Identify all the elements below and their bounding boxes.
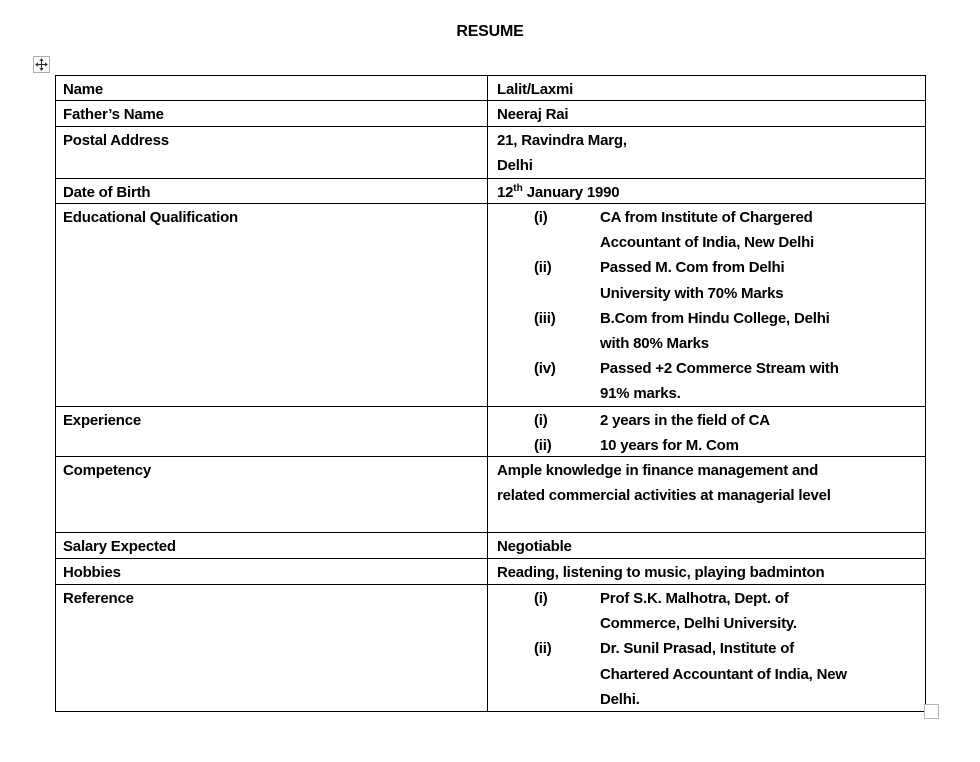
table-row — [56, 127, 925, 179]
list-item — [497, 586, 917, 636]
list-item-number: (i) — [534, 412, 548, 429]
list-item-text — [600, 408, 917, 433]
row-value — [488, 204, 925, 406]
text-line: B.Com from Hindu College, Delhi — [600, 309, 830, 327]
table-row — [56, 179, 925, 204]
list-item-number: (i) — [534, 590, 548, 607]
text-line: Negotiable — [497, 538, 572, 555]
table-row — [56, 585, 925, 711]
text-line: Passed +2 Commerce Stream with — [600, 360, 839, 378]
row-value — [488, 407, 925, 456]
list-item-number: (ii) — [534, 437, 552, 455]
text-line: Lalit/Laxmi — [497, 81, 574, 98]
row-label: Salary Expected — [56, 533, 488, 558]
table-row — [56, 101, 925, 127]
list-item-number: (ii) — [534, 640, 552, 658]
list-item-number: (ii) — [534, 259, 552, 277]
text-line: Prof S.K. Malhotra, Dept. of — [600, 590, 789, 607]
move-icon — [35, 58, 48, 71]
text-line: University with 70% Marks — [600, 284, 784, 302]
list-item-text — [600, 433, 917, 458]
list-item-text — [600, 636, 917, 712]
text-line: with 80% Marks — [600, 335, 709, 353]
date-day: 12 — [497, 184, 514, 201]
row-label: Postal Address — [56, 127, 488, 178]
list-item — [497, 255, 917, 305]
text-line: Ample knowledge in finance management and — [497, 462, 819, 479]
list-item — [497, 636, 917, 712]
table-row — [56, 559, 925, 585]
table-resize-handle[interactable] — [924, 704, 939, 719]
list-item-number: (iii) — [534, 309, 556, 327]
text-line: CA from Institute of Chargered — [600, 209, 813, 226]
row-value — [488, 585, 925, 711]
date-month-year: January 1990 — [522, 184, 620, 201]
row-value — [488, 457, 925, 532]
table-row — [56, 533, 925, 559]
row-value — [488, 127, 925, 178]
list-item-number: (iv) — [534, 360, 556, 378]
row-label: Competency — [56, 457, 488, 532]
table-row — [56, 457, 925, 533]
text-line: Delhi. — [600, 690, 640, 708]
text-line: Delhi — [497, 157, 533, 175]
text-line: Passed M. Com from Delhi — [600, 259, 785, 277]
list-item-text — [600, 586, 917, 636]
row-label: Hobbies — [56, 559, 488, 584]
list-item — [497, 205, 917, 255]
text-line: 91% marks. — [600, 385, 681, 403]
list-item-number: (i) — [534, 209, 548, 226]
text-line: Reading, listening to music, playing badminton — [497, 564, 825, 581]
row-label: Reference — [56, 585, 488, 711]
row-value — [488, 101, 925, 126]
text-line: Commerce, Delhi University. — [600, 615, 797, 633]
row-value — [488, 559, 925, 584]
table-move-handle[interactable] — [33, 56, 50, 73]
list-item-text — [600, 255, 917, 305]
text-line: 2 years in the field of CA — [600, 412, 770, 429]
row-label: Educational Qualification — [56, 204, 488, 406]
list-item — [497, 433, 917, 458]
list-item-text — [600, 306, 917, 356]
text-line: 21, Ravindra Marg, — [497, 132, 627, 149]
list-item — [497, 356, 917, 406]
text-line: Accountant of India, New Delhi — [600, 234, 815, 252]
table-row — [56, 407, 925, 457]
date-ordinal-suffix: th — [513, 183, 523, 194]
row-value — [488, 76, 925, 100]
row-label: Name — [56, 76, 488, 100]
list-item-text — [600, 356, 917, 406]
list-item — [497, 306, 917, 356]
text-line: related commercial activities at managerial level — [497, 487, 831, 505]
row-value — [488, 533, 925, 558]
text-line: Chartered Accountant of India, New — [600, 665, 847, 683]
resume-table — [55, 75, 926, 712]
text-line: Dr. Sunil Prasad, Institute of — [600, 640, 795, 658]
document-title: RESUME — [456, 23, 524, 40]
row-value — [488, 179, 925, 203]
list-item-text — [600, 205, 917, 255]
text-line: 10 years for M. Com — [600, 437, 739, 455]
row-label: Date of Birth — [56, 179, 488, 203]
list-item — [497, 408, 917, 433]
row-label: Experience — [56, 407, 488, 456]
text-line: Neeraj Rai — [497, 106, 569, 123]
table-row — [56, 204, 925, 407]
table-row — [56, 76, 925, 101]
row-label: Father’s Name — [56, 101, 488, 126]
